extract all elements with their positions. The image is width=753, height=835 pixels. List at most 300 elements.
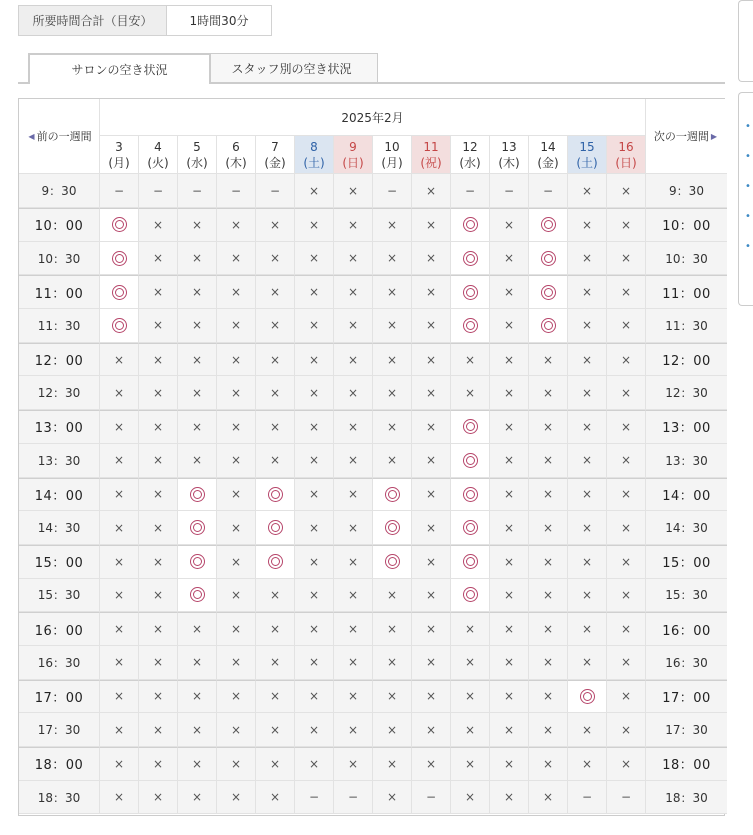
time-label: 18：30: [646, 781, 727, 815]
slot-unavailable: ×: [295, 478, 334, 512]
slot-available[interactable]: [568, 680, 607, 714]
slot-unavailable: ×: [139, 545, 178, 579]
slot-available[interactable]: [529, 242, 568, 276]
slot-unavailable: ×: [568, 478, 607, 512]
day-number: 15: [579, 139, 595, 154]
day-weekday: (木): [225, 155, 247, 170]
slot-unavailable: ×: [529, 410, 568, 444]
slot-unavailable: ×: [334, 242, 373, 276]
slot-unavailable: ×: [490, 410, 529, 444]
slot-unavailable: ×: [256, 646, 295, 680]
slot-available[interactable]: [100, 275, 139, 309]
slot-unavailable: ×: [490, 376, 529, 410]
slot-available[interactable]: [178, 478, 217, 512]
time-label: 11：00: [19, 275, 100, 309]
slot-unavailable: ×: [607, 410, 646, 444]
availability-calendar: [18, 98, 725, 816]
slot-unavailable: ×: [100, 713, 139, 747]
time-label: 18：00: [646, 747, 727, 781]
time-label: 12：30: [19, 376, 100, 410]
available-circle-icon: [463, 453, 478, 468]
time-label: 12：30: [646, 376, 727, 410]
slot-unavailable: ×: [607, 376, 646, 410]
slot-unavailable: ×: [607, 275, 646, 309]
slot-unavailable: ×: [490, 545, 529, 579]
duration-label: 所要時間合計（目安）: [19, 6, 167, 35]
time-label: 9：30: [646, 174, 727, 208]
slot-unavailable: ×: [295, 275, 334, 309]
dot-icon: •: [745, 211, 751, 222]
time-label: 18：00: [19, 747, 100, 781]
slot-unavailable: ×: [607, 646, 646, 680]
slot-unavailable: ×: [178, 646, 217, 680]
available-circle-icon: [190, 520, 205, 535]
slot-unavailable: ×: [607, 680, 646, 714]
slot-closed: −: [412, 781, 451, 815]
slot-unavailable: ×: [529, 376, 568, 410]
slot-unavailable: ×: [178, 713, 217, 747]
slot-unavailable: ×: [100, 781, 139, 815]
time-label: 14：30: [646, 511, 727, 545]
available-circle-icon: [268, 554, 283, 569]
slot-available[interactable]: [529, 208, 568, 242]
slot-available[interactable]: [451, 511, 490, 545]
slot-unavailable: ×: [256, 242, 295, 276]
time-label: 12：00: [19, 343, 100, 377]
slot-unavailable: ×: [451, 747, 490, 781]
slot-unavailable: ×: [490, 579, 529, 613]
slot-unavailable: ×: [295, 747, 334, 781]
slot-unavailable: ×: [178, 376, 217, 410]
slot-unavailable: ×: [412, 309, 451, 343]
slot-unavailable: ×: [529, 444, 568, 478]
slot-unavailable: ×: [256, 612, 295, 646]
slot-unavailable: ×: [529, 343, 568, 377]
slot-unavailable: ×: [568, 713, 607, 747]
slot-available[interactable]: [529, 275, 568, 309]
available-circle-icon: [541, 318, 556, 333]
slot-unavailable: ×: [178, 781, 217, 815]
slot-unavailable: ×: [373, 410, 412, 444]
slot-unavailable: ×: [490, 680, 529, 714]
slot-available[interactable]: [451, 579, 490, 613]
slot-unavailable: ×: [334, 713, 373, 747]
slot-unavailable: ×: [490, 646, 529, 680]
slot-unavailable: ×: [607, 208, 646, 242]
slot-available[interactable]: [451, 545, 490, 579]
slot-unavailable: ×: [334, 478, 373, 512]
slot-unavailable: ×: [178, 410, 217, 444]
slot-available[interactable]: [100, 309, 139, 343]
day-header: [451, 136, 490, 174]
slot-available[interactable]: [256, 511, 295, 545]
slot-unavailable: ×: [568, 511, 607, 545]
slot-unavailable: ×: [412, 275, 451, 309]
slot-available[interactable]: [451, 242, 490, 276]
slot-unavailable: ×: [451, 713, 490, 747]
slot-unavailable: ×: [490, 309, 529, 343]
slot-available[interactable]: [451, 309, 490, 343]
slot-closed: −: [607, 781, 646, 815]
slot-available[interactable]: [256, 478, 295, 512]
day-number: 4: [154, 139, 162, 154]
next-week-button[interactable]: [646, 99, 727, 174]
time-label: 9：30: [19, 174, 100, 208]
slot-unavailable: ×: [412, 376, 451, 410]
slot-unavailable: ×: [139, 612, 178, 646]
available-circle-icon: [190, 587, 205, 602]
day-header: [529, 136, 568, 174]
time-label: 13：30: [19, 444, 100, 478]
slot-unavailable: ×: [490, 275, 529, 309]
day-header: [256, 136, 295, 174]
dot-icon: •: [745, 151, 751, 162]
day-header: [295, 136, 334, 174]
time-label: 14：00: [19, 478, 100, 512]
side-panel-edge-2: [738, 92, 753, 306]
day-header: [607, 136, 646, 174]
slot-unavailable: ×: [412, 579, 451, 613]
slot-available[interactable]: [451, 410, 490, 444]
slot-unavailable: ×: [334, 376, 373, 410]
slot-unavailable: ×: [217, 511, 256, 545]
slot-unavailable: ×: [100, 545, 139, 579]
slot-unavailable: ×: [100, 478, 139, 512]
slot-unavailable: ×: [295, 242, 334, 276]
day-weekday: (祝): [420, 155, 442, 170]
slot-unavailable: ×: [607, 309, 646, 343]
tab-staff-availability[interactable]: スタッフ別の空き状況: [205, 53, 378, 82]
slot-unavailable: ×: [334, 275, 373, 309]
day-weekday: (金): [264, 155, 286, 170]
day-number: 7: [271, 139, 279, 154]
slot-unavailable: ×: [412, 713, 451, 747]
slot-unavailable: ×: [412, 478, 451, 512]
slot-unavailable: ×: [490, 444, 529, 478]
available-circle-icon: [541, 251, 556, 266]
slot-unavailable: ×: [568, 208, 607, 242]
day-header: [139, 136, 178, 174]
slot-unavailable: ×: [568, 275, 607, 309]
slot-available[interactable]: [451, 208, 490, 242]
time-label: 12：00: [646, 343, 727, 377]
slot-unavailable: ×: [373, 242, 412, 276]
time-label: 17：00: [19, 680, 100, 714]
day-weekday: (日): [342, 155, 364, 170]
slot-unavailable: ×: [373, 781, 412, 815]
slot-unavailable: ×: [334, 343, 373, 377]
slot-closed: −: [451, 174, 490, 208]
time-label: 14：00: [646, 478, 727, 512]
slot-unavailable: ×: [334, 646, 373, 680]
time-label: 13：00: [19, 410, 100, 444]
available-circle-icon: [463, 251, 478, 266]
slot-closed: −: [529, 174, 568, 208]
day-number: 3: [115, 139, 123, 154]
slot-unavailable: ×: [334, 208, 373, 242]
day-number: 8: [310, 139, 318, 154]
day-number: 14: [540, 139, 556, 154]
time-label: 10：30: [646, 242, 727, 276]
availability-tabs: [18, 53, 725, 83]
slot-unavailable: ×: [295, 208, 334, 242]
available-circle-icon: [112, 217, 127, 232]
slot-unavailable: ×: [178, 444, 217, 478]
slot-closed: −: [217, 174, 256, 208]
slot-unavailable: ×: [451, 646, 490, 680]
slot-unavailable: ×: [178, 309, 217, 343]
available-circle-icon: [463, 487, 478, 502]
time-label: 15：30: [646, 579, 727, 613]
slot-closed: −: [256, 174, 295, 208]
available-circle-icon: [463, 285, 478, 300]
slot-unavailable: ×: [217, 478, 256, 512]
slot-unavailable: ×: [139, 410, 178, 444]
time-label: 13：30: [646, 444, 727, 478]
slot-closed: −: [178, 174, 217, 208]
slot-unavailable: ×: [256, 444, 295, 478]
time-label: 15：00: [646, 545, 727, 579]
chevron-right-icon: ▶: [710, 131, 718, 141]
day-weekday: (木): [498, 155, 520, 170]
time-label: 11：30: [646, 309, 727, 343]
slot-unavailable: ×: [529, 511, 568, 545]
slot-unavailable: ×: [217, 747, 256, 781]
slot-unavailable: ×: [568, 444, 607, 478]
slot-unavailable: ×: [256, 781, 295, 815]
slot-unavailable: ×: [529, 545, 568, 579]
slot-unavailable: ×: [334, 545, 373, 579]
slot-available[interactable]: [100, 242, 139, 276]
slot-unavailable: ×: [256, 376, 295, 410]
slot-unavailable: ×: [607, 747, 646, 781]
day-weekday: (金): [537, 155, 559, 170]
slot-available[interactable]: [373, 478, 412, 512]
available-circle-icon: [190, 554, 205, 569]
slot-unavailable: ×: [373, 343, 412, 377]
slot-unavailable: ×: [295, 511, 334, 545]
slot-unavailable: ×: [607, 579, 646, 613]
slot-unavailable: ×: [178, 612, 217, 646]
slot-unavailable: ×: [256, 410, 295, 444]
slot-available[interactable]: [451, 478, 490, 512]
slot-unavailable: ×: [412, 545, 451, 579]
day-number: 12: [462, 139, 478, 154]
slot-unavailable: ×: [334, 579, 373, 613]
slot-available[interactable]: [256, 545, 295, 579]
slot-unavailable: ×: [607, 612, 646, 646]
slot-available[interactable]: [100, 208, 139, 242]
slot-unavailable: ×: [100, 579, 139, 613]
slot-unavailable: ×: [451, 612, 490, 646]
slot-unavailable: ×: [295, 579, 334, 613]
dot-icon: •: [745, 121, 751, 132]
slot-unavailable: ×: [139, 781, 178, 815]
slot-unavailable: ×: [490, 478, 529, 512]
slot-unavailable: ×: [568, 174, 607, 208]
slot-unavailable: ×: [607, 343, 646, 377]
day-weekday: (水): [186, 155, 208, 170]
slot-unavailable: ×: [139, 511, 178, 545]
slot-unavailable: ×: [529, 579, 568, 613]
time-label: 17：30: [646, 713, 727, 747]
slot-available[interactable]: [178, 511, 217, 545]
slot-unavailable: ×: [412, 612, 451, 646]
slot-unavailable: ×: [178, 208, 217, 242]
slot-unavailable: ×: [256, 747, 295, 781]
duration-summary: [18, 5, 272, 36]
available-circle-icon: [268, 487, 283, 502]
slot-unavailable: ×: [100, 646, 139, 680]
available-circle-icon: [385, 487, 400, 502]
time-label: 16：00: [19, 612, 100, 646]
slot-unavailable: ×: [295, 713, 334, 747]
slot-unavailable: ×: [295, 410, 334, 444]
slot-unavailable: ×: [334, 309, 373, 343]
slot-available[interactable]: [373, 545, 412, 579]
slot-unavailable: ×: [490, 242, 529, 276]
slot-unavailable: ×: [607, 174, 646, 208]
slot-closed: −: [295, 781, 334, 815]
slot-unavailable: ×: [139, 646, 178, 680]
slot-unavailable: ×: [295, 309, 334, 343]
slot-unavailable: ×: [373, 747, 412, 781]
slot-unavailable: ×: [373, 646, 412, 680]
slot-unavailable: ×: [529, 747, 568, 781]
slot-available[interactable]: [451, 444, 490, 478]
available-circle-icon: [463, 419, 478, 434]
slot-unavailable: ×: [334, 680, 373, 714]
slot-unavailable: ×: [490, 612, 529, 646]
next-week-label: 次の一週間: [653, 130, 709, 143]
slot-unavailable: ×: [568, 242, 607, 276]
slot-available[interactable]: [178, 545, 217, 579]
slot-unavailable: ×: [256, 680, 295, 714]
day-weekday: (土): [303, 155, 325, 170]
slot-unavailable: ×: [256, 713, 295, 747]
day-weekday: (月): [381, 155, 403, 170]
slot-unavailable: ×: [217, 309, 256, 343]
day-header: [373, 136, 412, 174]
slot-unavailable: ×: [217, 410, 256, 444]
day-header: [412, 136, 451, 174]
slot-unavailable: ×: [373, 680, 412, 714]
slot-unavailable: ×: [412, 242, 451, 276]
time-label: 16：30: [19, 646, 100, 680]
slot-unavailable: ×: [295, 444, 334, 478]
slot-unavailable: ×: [412, 208, 451, 242]
day-number: 13: [501, 139, 517, 154]
slot-unavailable: ×: [100, 410, 139, 444]
time-label: 15：00: [19, 545, 100, 579]
slot-unavailable: ×: [334, 612, 373, 646]
prev-week-label: 前の一週間: [36, 130, 92, 143]
slot-unavailable: ×: [178, 747, 217, 781]
slot-unavailable: ×: [217, 545, 256, 579]
slot-unavailable: ×: [412, 646, 451, 680]
tab-salon-availability[interactable]: サロンの空き状況: [28, 53, 211, 84]
slot-unavailable: ×: [529, 478, 568, 512]
slot-available[interactable]: [373, 511, 412, 545]
day-weekday: (水): [459, 155, 481, 170]
slot-unavailable: ×: [139, 680, 178, 714]
slot-unavailable: ×: [217, 713, 256, 747]
slot-unavailable: ×: [217, 680, 256, 714]
day-header: [217, 136, 256, 174]
slot-closed: −: [334, 781, 373, 815]
slot-closed: −: [373, 174, 412, 208]
available-circle-icon: [541, 217, 556, 232]
day-number: 16: [618, 139, 634, 154]
slot-unavailable: ×: [178, 343, 217, 377]
time-label: 14：30: [19, 511, 100, 545]
available-circle-icon: [463, 587, 478, 602]
slot-unavailable: ×: [139, 343, 178, 377]
slot-unavailable: ×: [529, 646, 568, 680]
slot-unavailable: ×: [100, 511, 139, 545]
slot-unavailable: ×: [178, 680, 217, 714]
slot-closed: −: [139, 174, 178, 208]
time-label: 11：00: [646, 275, 727, 309]
slot-unavailable: ×: [334, 511, 373, 545]
slot-unavailable: ×: [529, 713, 568, 747]
slot-unavailable: ×: [139, 309, 178, 343]
day-header: [178, 136, 217, 174]
slot-closed: −: [490, 174, 529, 208]
slot-unavailable: ×: [373, 579, 412, 613]
day-number: 6: [232, 139, 240, 154]
slot-unavailable: ×: [412, 410, 451, 444]
slot-unavailable: ×: [568, 646, 607, 680]
day-header: [334, 136, 373, 174]
time-label: 11：30: [19, 309, 100, 343]
slot-unavailable: ×: [490, 343, 529, 377]
slot-unavailable: ×: [451, 680, 490, 714]
slot-unavailable: ×: [568, 343, 607, 377]
time-label: 17：30: [19, 713, 100, 747]
slot-unavailable: ×: [334, 747, 373, 781]
slot-available[interactable]: [529, 309, 568, 343]
time-label: 16：30: [646, 646, 727, 680]
prev-week-button[interactable]: [19, 99, 100, 174]
slot-unavailable: ×: [100, 343, 139, 377]
slot-unavailable: ×: [490, 747, 529, 781]
slot-unavailable: ×: [490, 208, 529, 242]
slot-unavailable: ×: [607, 444, 646, 478]
slot-unavailable: ×: [373, 309, 412, 343]
available-circle-icon: [463, 318, 478, 333]
slot-unavailable: ×: [334, 410, 373, 444]
slot-unavailable: ×: [100, 747, 139, 781]
calendar-month: 2025年2月: [100, 99, 646, 136]
slot-available[interactable]: [451, 275, 490, 309]
day-weekday: (日): [615, 155, 637, 170]
slot-unavailable: ×: [412, 174, 451, 208]
available-circle-icon: [190, 487, 205, 502]
slot-unavailable: ×: [529, 781, 568, 815]
slot-unavailable: ×: [100, 680, 139, 714]
slot-unavailable: ×: [607, 478, 646, 512]
slot-unavailable: ×: [607, 511, 646, 545]
slot-unavailable: ×: [568, 545, 607, 579]
slot-unavailable: ×: [529, 612, 568, 646]
slot-unavailable: ×: [217, 242, 256, 276]
day-number: 5: [193, 139, 201, 154]
slot-unavailable: ×: [295, 343, 334, 377]
slot-unavailable: ×: [217, 275, 256, 309]
slot-unavailable: ×: [217, 376, 256, 410]
slot-available[interactable]: [178, 579, 217, 613]
